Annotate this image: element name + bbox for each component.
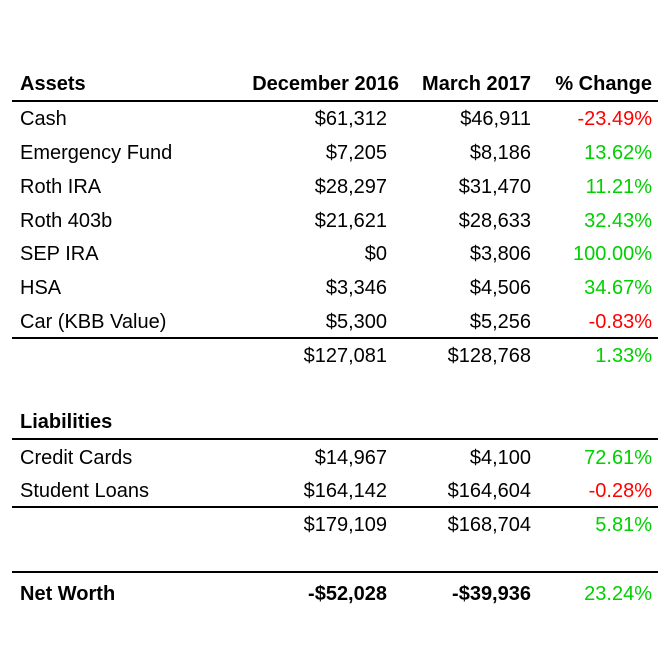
liabilities-total-pct-change: 5.81% bbox=[595, 514, 652, 536]
liability-label: Student Loans bbox=[20, 480, 149, 502]
asset-row-cash bbox=[12, 102, 658, 136]
liability-pct-change: -0.28% bbox=[588, 480, 652, 502]
asset-march-value: $8,186 bbox=[469, 142, 531, 164]
asset-december-value: $61,312 bbox=[314, 108, 387, 130]
assets-total-pct-change: 1.33% bbox=[595, 345, 652, 367]
asset-december-value: $7,205 bbox=[325, 142, 387, 164]
assets-total-march: $128,768 bbox=[447, 345, 531, 367]
header-pct-change: % Change bbox=[555, 73, 652, 95]
asset-pct-change: -23.49% bbox=[577, 108, 652, 130]
liability-december-value: $164,142 bbox=[303, 480, 387, 502]
liabilities-heading: Liabilities bbox=[20, 411, 113, 433]
asset-label: SEP IRA bbox=[20, 243, 99, 265]
asset-march-value: $4,506 bbox=[469, 277, 531, 299]
asset-march-value: $46,911 bbox=[460, 108, 531, 130]
header-december-2016: December 2016 bbox=[252, 73, 399, 95]
liabilities-total-march: $168,704 bbox=[447, 514, 531, 536]
liabilities-divider bbox=[12, 438, 658, 440]
asset-label: Emergency Fund bbox=[20, 142, 173, 164]
asset-pct-change: 34.67% bbox=[584, 277, 652, 299]
asset-december-value: $3,346 bbox=[325, 277, 387, 299]
asset-row-emergency-fund bbox=[12, 136, 658, 170]
header-march-2017: March 2017 bbox=[422, 73, 531, 95]
liability-row-credit-cards bbox=[12, 441, 658, 475]
asset-row-car bbox=[12, 305, 658, 339]
net-worth-pct-change: 23.24% bbox=[584, 583, 652, 605]
asset-pct-change: 11.21% bbox=[585, 176, 652, 198]
header-assets: Assets bbox=[20, 73, 86, 95]
liabilities-total-december: $179,109 bbox=[303, 514, 387, 536]
header-row bbox=[12, 67, 658, 101]
liabilities-heading-row bbox=[12, 405, 658, 439]
asset-march-value: $31,470 bbox=[458, 176, 531, 198]
liability-march-value: $4,100 bbox=[469, 447, 531, 469]
asset-december-value: $5,300 bbox=[325, 311, 387, 333]
asset-pct-change: 32.43% bbox=[584, 210, 652, 232]
liabilities-total-row bbox=[12, 508, 658, 542]
asset-label: Roth 403b bbox=[20, 210, 113, 232]
net-worth-march: -$39,936 bbox=[452, 583, 531, 605]
asset-label: HSA bbox=[20, 277, 62, 299]
assets-total-december: $127,081 bbox=[303, 345, 387, 367]
asset-row-sep-ira bbox=[12, 237, 658, 271]
asset-december-value: $0 bbox=[364, 243, 387, 265]
net-worth-label: Net Worth bbox=[20, 583, 116, 605]
asset-label: Cash bbox=[20, 108, 67, 130]
liability-label: Credit Cards bbox=[20, 447, 133, 469]
asset-label: Car (KBB Value) bbox=[20, 311, 167, 333]
asset-march-value: $28,633 bbox=[458, 210, 531, 232]
asset-pct-change: 100.00% bbox=[573, 243, 652, 265]
liability-march-value: $164,604 bbox=[447, 480, 531, 502]
asset-march-value: $5,256 bbox=[469, 311, 531, 333]
net-worth-row bbox=[12, 577, 658, 611]
asset-december-value: $28,297 bbox=[314, 176, 387, 198]
asset-pct-change: 13.62% bbox=[584, 142, 652, 164]
net-worth-table bbox=[12, 0, 658, 670]
net-worth-divider bbox=[12, 571, 658, 573]
asset-pct-change: -0.83% bbox=[588, 311, 652, 333]
asset-row-roth-403b bbox=[12, 204, 658, 238]
liability-december-value: $14,967 bbox=[314, 447, 387, 469]
asset-row-hsa bbox=[12, 271, 658, 305]
liability-row-student-loans bbox=[12, 474, 658, 508]
assets-total-row bbox=[12, 339, 658, 373]
liability-pct-change: 72.61% bbox=[584, 447, 652, 469]
net-worth-december: -$52,028 bbox=[308, 583, 387, 605]
asset-row-roth-ira bbox=[12, 170, 658, 204]
asset-label: Roth IRA bbox=[20, 176, 102, 198]
asset-december-value: $21,621 bbox=[314, 210, 387, 232]
asset-march-value: $3,806 bbox=[469, 243, 531, 265]
